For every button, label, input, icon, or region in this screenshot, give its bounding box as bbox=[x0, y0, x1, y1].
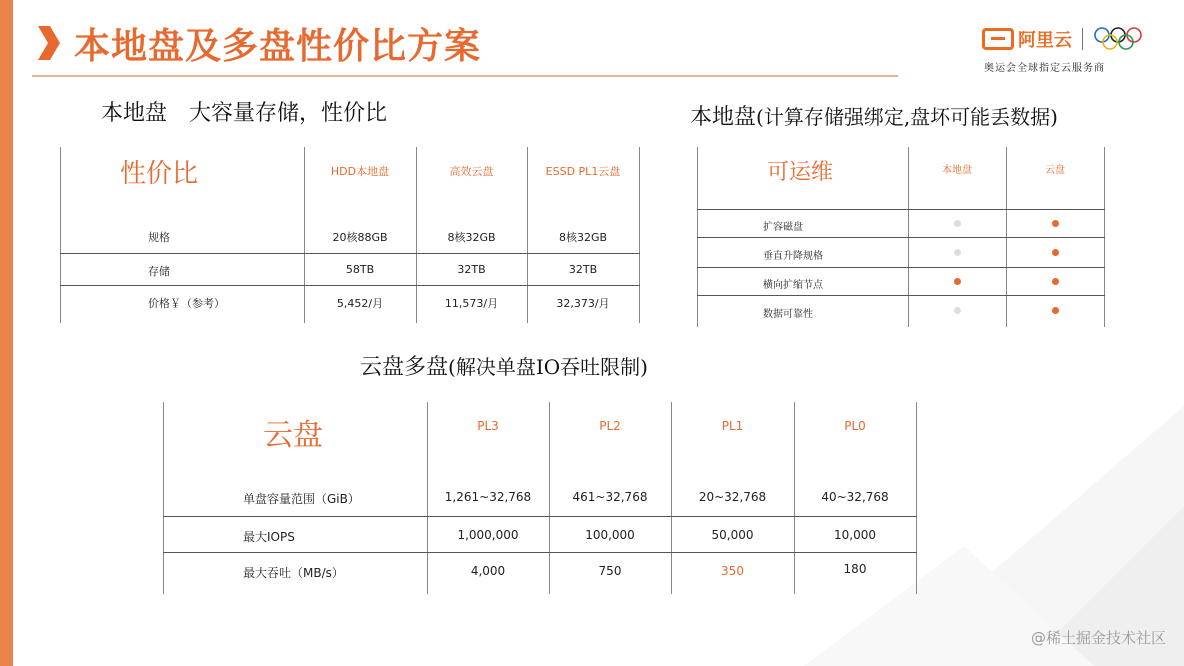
supported-dot-icon bbox=[954, 278, 961, 285]
cost-table bbox=[60, 147, 640, 323]
table-cell: 180 bbox=[843, 562, 867, 576]
row-label: 横向扩缩节点 bbox=[763, 280, 823, 291]
table-row-divider bbox=[163, 516, 917, 517]
olympic-rings-icon bbox=[1093, 26, 1143, 52]
unsupported-dot-icon bbox=[954, 307, 961, 314]
unsupported-dot-icon bbox=[954, 220, 961, 227]
table-row-divider bbox=[697, 267, 1105, 268]
unsupported-dot-icon bbox=[954, 249, 961, 256]
table-cell: 4,000 bbox=[470, 564, 506, 578]
cloud-disk-table bbox=[163, 402, 917, 594]
table-row-divider bbox=[60, 285, 640, 286]
ops-table bbox=[697, 147, 1105, 327]
heading-main: 云盘多盘 bbox=[360, 355, 449, 380]
table-corner-title: 可运维 bbox=[767, 160, 834, 185]
brand-logo-block bbox=[982, 26, 1152, 76]
heading-note: (解决单盘IO吞吐限制) bbox=[448, 355, 648, 379]
section-heading-cost: 本地盘 大容量存储，性价比 bbox=[101, 101, 388, 126]
column-header: 云盘 bbox=[1045, 165, 1065, 176]
table-row-divider bbox=[697, 209, 1105, 210]
table-row-divider bbox=[697, 237, 1105, 238]
row-label: 最大IOPS bbox=[243, 530, 295, 544]
table-cell: 8核32GB bbox=[447, 231, 496, 244]
row-label: 价格￥（参考） bbox=[148, 297, 225, 310]
table-cell: 20~32,768 bbox=[698, 490, 767, 504]
brand-divider bbox=[1082, 28, 1083, 50]
table-cell: 1,261~32,768 bbox=[444, 490, 532, 504]
table-border bbox=[916, 402, 917, 594]
section-heading-local-disk bbox=[690, 100, 1058, 131]
row-label: 单盘容量范围（GiB） bbox=[243, 492, 360, 506]
column-header: 高效云盘 bbox=[449, 165, 494, 178]
table-corner-title: 云盘 bbox=[263, 418, 323, 453]
table-border bbox=[60, 147, 61, 323]
supported-dot-icon bbox=[1052, 249, 1059, 256]
column-header: HDD本地盘 bbox=[330, 165, 390, 178]
table-cell: 32TB bbox=[568, 263, 598, 276]
heading-note: (计算存储强绑定,盘坏可能丢数据) bbox=[756, 105, 1058, 129]
table-border bbox=[639, 147, 640, 323]
row-label: 最大吞吐（MB/s） bbox=[243, 566, 344, 580]
table-corner-title: 性价比 bbox=[120, 159, 199, 189]
supported-dot-icon bbox=[1052, 307, 1059, 314]
slide-title: 本地盘及多盘性价比方案 bbox=[74, 25, 482, 67]
table-cell: 750 bbox=[598, 564, 622, 578]
column-header: 本地盘 bbox=[942, 165, 972, 176]
column-header: PL3 bbox=[477, 419, 499, 433]
table-cell-highlighted: 350 bbox=[721, 564, 744, 578]
title-underline bbox=[32, 75, 898, 77]
table-cell: 461~32,768 bbox=[572, 490, 648, 504]
table-row-divider bbox=[163, 552, 917, 553]
watermark: @稀土掘金技术社区 bbox=[1030, 629, 1166, 647]
row-label: 存储 bbox=[148, 265, 170, 278]
side-accent-bar bbox=[0, 0, 13, 666]
table-border bbox=[163, 402, 164, 594]
brand-name: 阿里云 bbox=[1018, 30, 1072, 51]
supported-dot-icon bbox=[1052, 278, 1059, 285]
brand-subtitle: 奥运会全球指定云服务商 bbox=[984, 63, 1105, 74]
table-cell: 20核88GB bbox=[332, 231, 388, 244]
row-label: 垂直升降规格 bbox=[763, 251, 823, 262]
aliyun-logo-icon bbox=[982, 28, 1014, 50]
table-cell: 11,573/月 bbox=[444, 297, 499, 310]
table-cell: 1,000,000 bbox=[457, 528, 519, 542]
column-header: PL2 bbox=[599, 419, 621, 433]
column-header: PL0 bbox=[844, 419, 866, 433]
table-cell: 40~32,768 bbox=[821, 490, 889, 504]
heading-main: 本地盘 bbox=[690, 105, 757, 130]
table-row-divider bbox=[697, 295, 1105, 296]
row-label: 数据可靠性 bbox=[763, 309, 813, 320]
supported-dot-icon bbox=[1052, 220, 1059, 227]
table-cell: 100,000 bbox=[585, 528, 635, 542]
section-heading-multi-disk bbox=[360, 350, 648, 381]
table-cell: 10,000 bbox=[834, 528, 876, 542]
table-cell: 50,000 bbox=[711, 528, 754, 542]
table-cell: 8核32GB bbox=[558, 231, 608, 244]
table-cell: 32TB bbox=[457, 263, 486, 276]
slide-title-area bbox=[38, 18, 481, 68]
table-cell: 32,373/月 bbox=[556, 297, 610, 310]
row-label: 规格 bbox=[148, 231, 170, 244]
chevron-right-icon bbox=[38, 26, 60, 60]
table-cell: 5,452/月 bbox=[336, 297, 384, 310]
column-header: ESSD PL1云盘 bbox=[545, 165, 621, 178]
column-header: PL1 bbox=[721, 419, 744, 433]
table-cell: 58TB bbox=[345, 263, 375, 276]
row-label: 扩容磁盘 bbox=[763, 222, 803, 233]
table-row-divider bbox=[60, 253, 640, 254]
